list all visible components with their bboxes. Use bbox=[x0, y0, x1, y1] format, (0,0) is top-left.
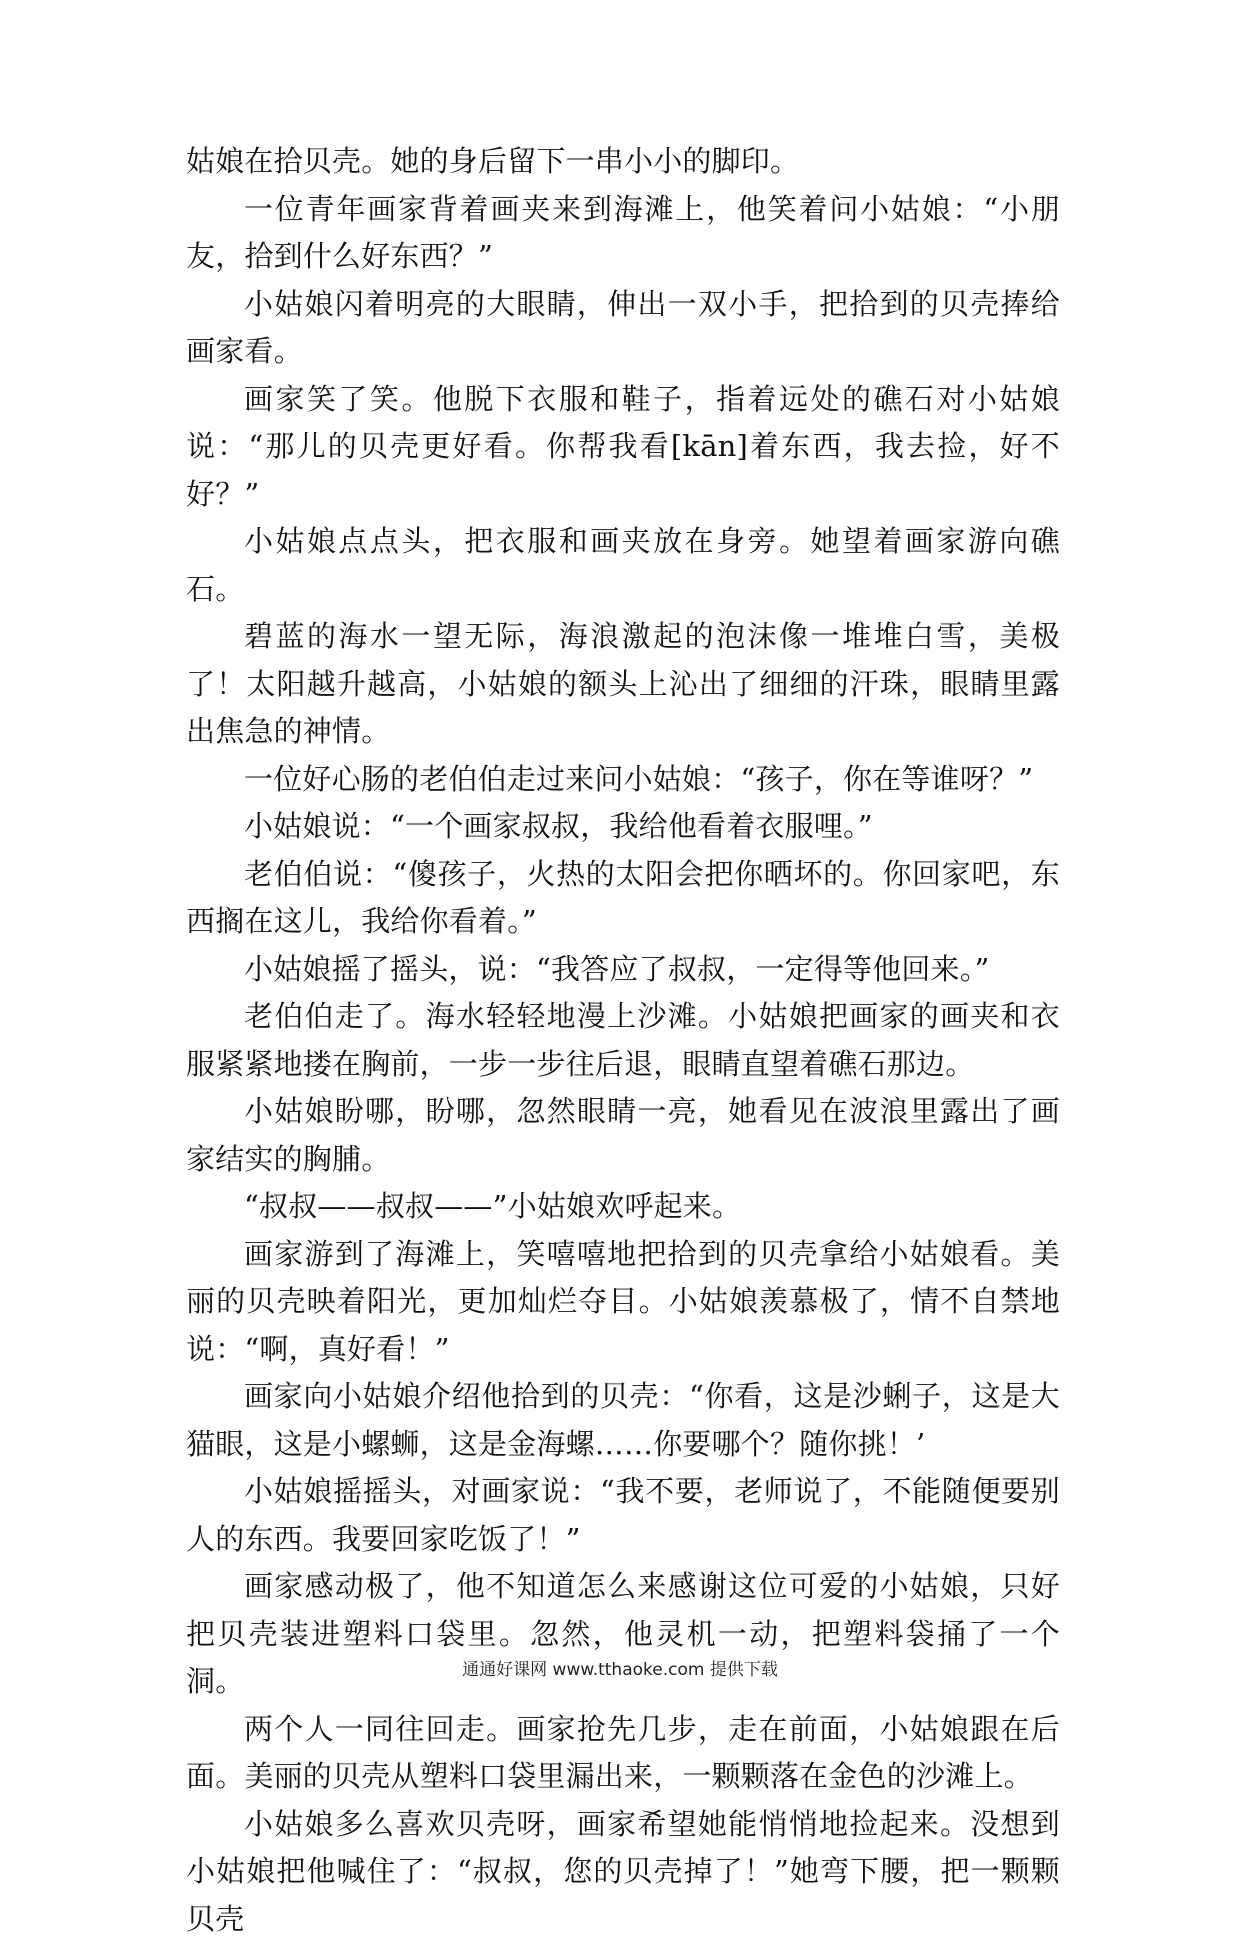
paragraph: 小姑娘闪着明亮的大眼睛，伸出一双小手，把拾到的贝壳捧给画家看。 bbox=[186, 281, 1060, 376]
paragraph: “叔叔——叔叔——”小姑娘欢呼起来。 bbox=[186, 1183, 1060, 1231]
paragraph: 一位好心肠的老伯伯走过来问小姑娘：“孩子，你在等谁呀？” bbox=[186, 756, 1060, 804]
paragraph: 两个人一同往回走。画家抢先几步，走在前面，小姑娘跟在后面。美丽的贝壳从塑料口袋里漏出来，一颗颗落在金色的沙滩上。 bbox=[186, 1706, 1060, 1801]
paragraph: 小姑娘点点头，把衣服和画夹放在身旁。她望着画家游向礁石。 bbox=[186, 518, 1060, 613]
page-footer: 通通好课网 www.tthaoke.com 提供下载 bbox=[0, 1655, 1240, 1680]
paragraph: 碧蓝的海水一望无际，海浪激起的泡沫像一堆堆白雪，美极了！太阳越升越高，小姑娘的额头上沁出了细细的汗珠，眼睛里露出焦急的神情。 bbox=[186, 613, 1060, 756]
paragraph: 老伯伯说：“傻孩子，火热的太阳会把你晒坏的。你回家吧，东西搁在这儿，我给你看着。” bbox=[186, 851, 1060, 946]
paragraph: 画家游到了海滩上，笑嘻嘻地把拾到的贝壳拿给小姑娘看。美丽的贝壳映着阳光，更加灿烂夺目。小姑娘羡慕极了，情不自禁地说：“啊，真好看！” bbox=[186, 1231, 1060, 1374]
paragraph: 画家笑了笑。他脱下衣服和鞋子，指着远处的礁石对小姑娘说：“那儿的贝壳更好看。你帮我看[kān]着东西，我去捡，好不好？” bbox=[186, 376, 1060, 519]
paragraph: 小姑娘盼哪，盼哪，忽然眼睛一亮，她看见在波浪里露出了画家结实的胸脯。 bbox=[186, 1088, 1060, 1183]
paragraph: 小姑娘摇摇头，对画家说：“我不要，老师说了，不能随便要别人的东西。我要回家吃饭了！” bbox=[186, 1468, 1060, 1563]
paragraph: 小姑娘说：“一个画家叔叔，我给他看着衣服哩。” bbox=[186, 803, 1060, 851]
paragraph: 老伯伯走了。海水轻轻地漫上沙滩。小姑娘把画家的画夹和衣服紧紧地搂在胸前，一步一步往后退，眼睛直望着礁石那边。 bbox=[186, 993, 1060, 1088]
paragraph: 画家感动极了，他不知道怎么来感谢这位可爱的小姑娘，只好把贝壳装进塑料口袋里。忽然，他灵机一动，把塑料袋捅了一个洞。 bbox=[186, 1563, 1060, 1706]
paragraph: 一位青年画家背着画夹来到海滩上，他笑着问小姑娘：“小朋友，拾到什么好东西？” bbox=[186, 186, 1060, 281]
paragraph: 小姑娘摇了摇头，说：“我答应了叔叔，一定得等他回来。” bbox=[186, 946, 1060, 994]
paragraph: 小姑娘多么喜欢贝壳呀，画家希望她能悄悄地捡起来。没想到小姑娘把他喊住了：“叔叔，您的贝壳掉了！”她弯下腰，把一颗颗贝壳 bbox=[186, 1801, 1060, 1943]
paragraph: 画家向小姑娘介绍他拾到的贝壳：“你看，这是沙蜊子，这是大猫眼，这是小螺蛳，这是金海螺……你要哪个？随你挑！’ bbox=[186, 1373, 1060, 1468]
paragraph: 姑娘在拾贝壳。她的身后留下一串小小的脚印。 bbox=[186, 138, 1060, 186]
